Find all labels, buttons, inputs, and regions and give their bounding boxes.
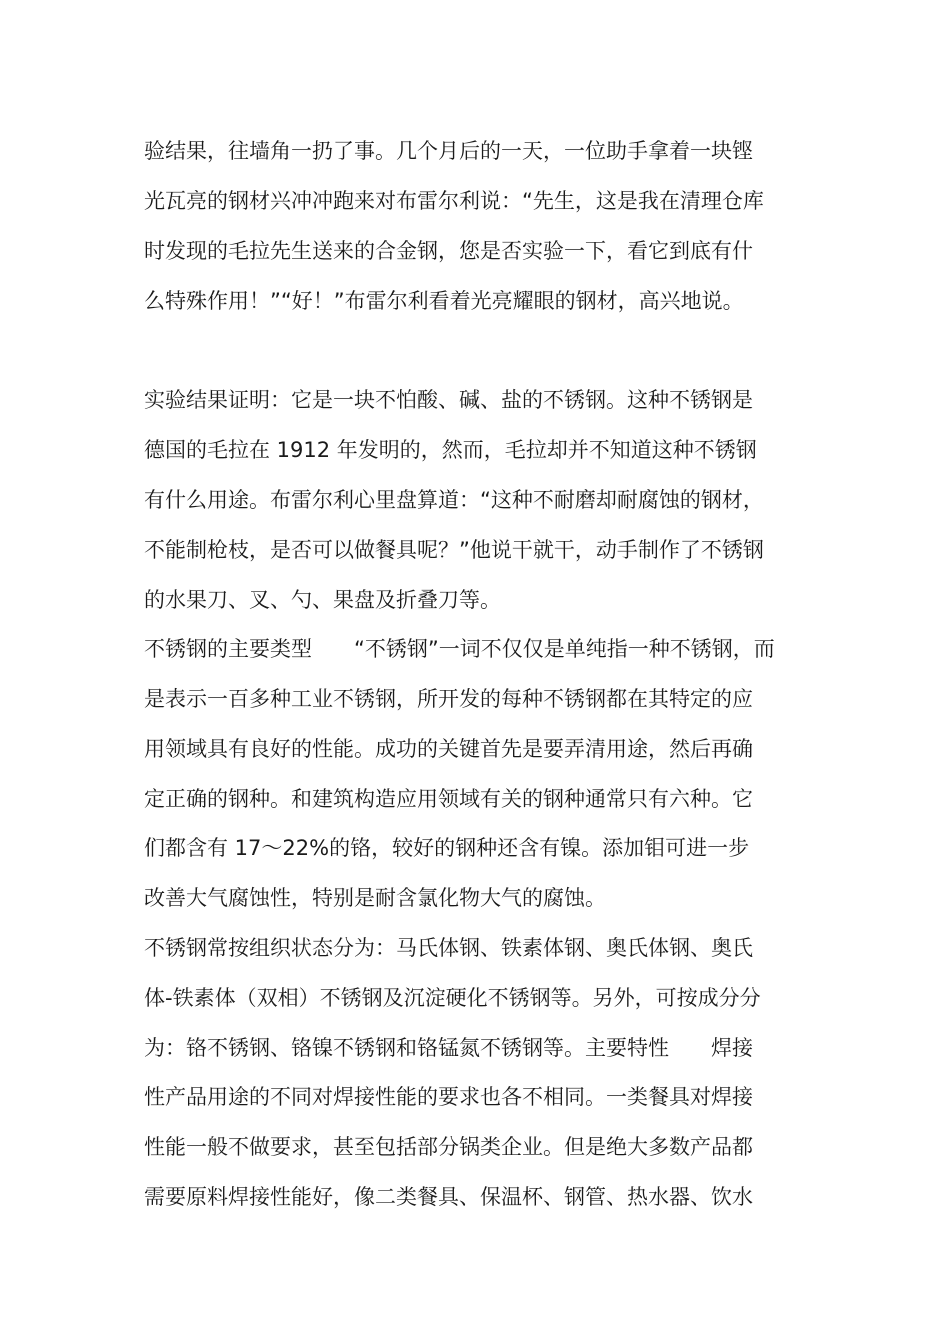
text-line: 不锈钢的主要类型 “不锈钢”一词不仅仅是单纯指一种不锈钢，而 — [144, 637, 775, 661]
text-line: 体-铁素体（双相）不锈钢及沉淀硬化不锈钢等。另外，可按成分分 — [144, 986, 761, 1010]
text-line: 改善大气腐蚀性，特别是耐含氯化物大气的腐蚀。 — [144, 886, 606, 910]
text-line: 实验结果证明：它是一块不怕酸、碱、盐的不锈钢。这种不锈钢是 — [144, 388, 753, 412]
text-line: 是表示一百多种工业不锈钢，所开发的每种不锈钢都在其特定的应 — [144, 687, 753, 711]
text-line: 需要原料焊接性能好，像二类餐具、保温杯、钢管、热水器、饮水 — [144, 1185, 753, 1209]
text-line: 们都含有 17～22%的铬，较好的钢种还含有镍。添加钼可进一步 — [144, 836, 750, 860]
text-line: 德国的毛拉在 1912 年发明的，然而，毛拉却并不知道这种不锈钢 — [144, 438, 757, 462]
text-line: 为：铬不锈钢、铬镍不锈钢和铬锰氮不锈钢等。主要特性 焊接 — [144, 1036, 753, 1060]
text-line: 么特殊作用！”“好！”布雷尔利看着光亮耀眼的钢材，高兴地说。 — [144, 289, 744, 313]
text-line: 定正确的钢种。和建筑构造应用领域有关的钢种通常只有六种。它 — [144, 787, 753, 811]
text-line: 时发现的毛拉先生送来的合金钢，您是否实验一下，看它到底有什 — [144, 239, 753, 263]
text-line: 光瓦亮的钢材兴冲冲跑来对布雷尔利说：“先生，这是我在清理仓库 — [144, 189, 764, 213]
text-line: 不锈钢常按组织状态分为：马氏体钢、铁素体钢、奥氏体钢、奥氏 — [144, 936, 753, 960]
text-line: 性能一般不做要求，甚至包括部分锅类企业。但是绝大多数产品都 — [144, 1135, 753, 1159]
text-line: 不能制枪枝，是否可以做餐具呢？”他说干就干，动手制作了不锈钢 — [144, 538, 764, 562]
text-line: 验结果，往墙角一扔了事。几个月后的一天，一位助手拿着一块铿 — [144, 139, 753, 163]
text-line: 有什么用途。布雷尔利心里盘算道：“这种不耐磨却耐腐蚀的钢材， — [144, 488, 764, 512]
text-line: 性产品用途的不同对焊接性能的要求也各不相同。一类餐具对焊接 — [144, 1085, 753, 1109]
text-line: 用领域具有良好的性能。成功的关键首先是要弄清用途，然后再确 — [144, 737, 753, 761]
text-line: 的水果刀、叉、勺、果盘及折叠刀等。 — [144, 588, 501, 612]
